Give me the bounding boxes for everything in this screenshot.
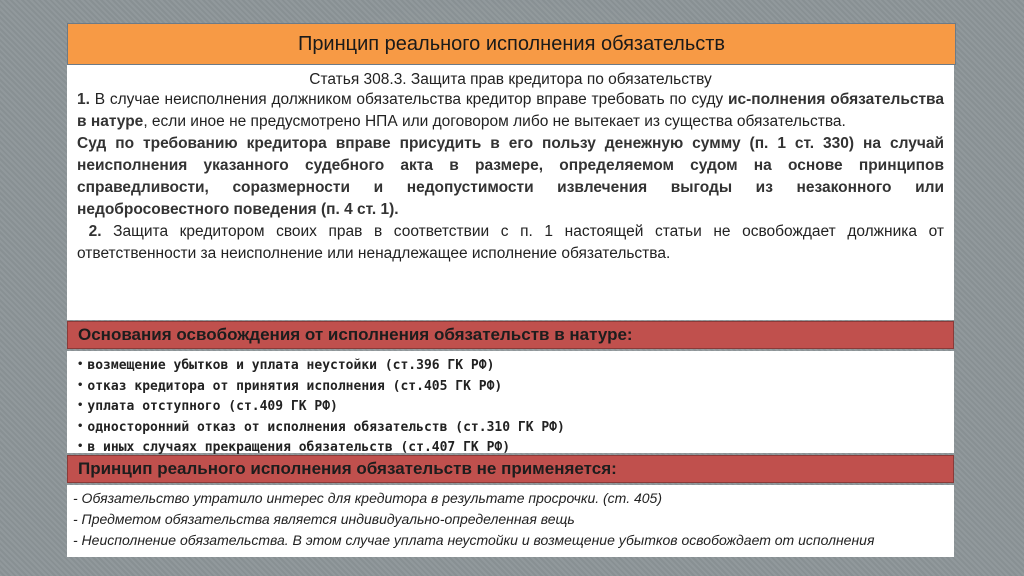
bullet-icon: • — [77, 379, 84, 391]
paragraph-1 — [77, 89, 944, 133]
list-item: • односторонний отказ от исполнения обязательств (ст.310 ГК РФ) — [77, 419, 565, 435]
article-box — [67, 65, 954, 320]
bullet-icon: • — [77, 441, 84, 452]
note-line: - Неисполнение обязательства. В этом случае уплата неустойки и возмещение убытков освобождает от исполнения — [73, 532, 875, 548]
exemptions-list — [67, 351, 954, 453]
paragraph-2 — [77, 221, 944, 265]
bullet-icon: • — [77, 420, 84, 432]
list-item: • в иных случаях прекращения обязательств (ст.407 ГК РФ) — [77, 440, 511, 455]
paragraph-1-emphasis: ис-полнения обязательства в натуре — [77, 91, 945, 130]
paragraph-1-text-a: В случае неисполнения должником обязательства кредитор вправе требовать по суду — [94, 91, 724, 108]
slide-title: Принцип реального исполнения обязательств — [67, 23, 956, 65]
section-heading-exemptions: Основания освобождения от исполнения обязательств в натуре: — [67, 321, 954, 349]
not-applicable-list — [67, 485, 954, 557]
note-line: - Предметом обязательства является индивидуально-определенная вещь — [73, 511, 575, 527]
note-line: - Обязательство утратило интерес для кредитора в результате просрочки. (ст. 405) — [73, 490, 662, 506]
section-heading-not-applicable: Принцип реального исполнения обязательств не применяется: — [67, 455, 954, 483]
paragraph-2-text: Защита кредитором своих прав в соответствии с п. 1 настоящей статьи не освобождает должника от ответственности за неисполнение или ненадлежащее исполнение обязательства. — [77, 223, 944, 262]
paragraph-court: Суд по требованию кредитора вправе присудить в его пользу денежную сумму (п. 1 ст. 330) на случай неисполнения указанного судебного акта в размере, определяемом судом на основе принципов справедливости, соразмерности и недопустимости извлечения выгоды из незаконного или недобросовестного поведения (п. 4 ст. 1). — [77, 135, 944, 218]
slide-panel — [67, 23, 956, 548]
paragraph-2-number: 2. — [88, 223, 102, 240]
paragraph-1-number: 1. — [77, 91, 90, 108]
list-item: • возмещение убытков и уплата неустойки (ст.396 ГК РФ) — [77, 358, 495, 373]
list-item: • отказ кредитора от принятия исполнения (ст.405 ГК РФ) — [77, 378, 503, 394]
list-item: • уплата отступного (ст.409 ГК РФ) — [77, 399, 338, 414]
paragraph-1-text-b: , если иное не предусмотрено НПА или договором либо не вытекает из существа обязательства. — [143, 113, 846, 130]
bullet-icon: • — [77, 359, 84, 370]
bullet-icon: • — [77, 400, 84, 411]
article-heading: Статья 308.3. Защита прав кредитора по обязательству — [309, 71, 712, 88]
